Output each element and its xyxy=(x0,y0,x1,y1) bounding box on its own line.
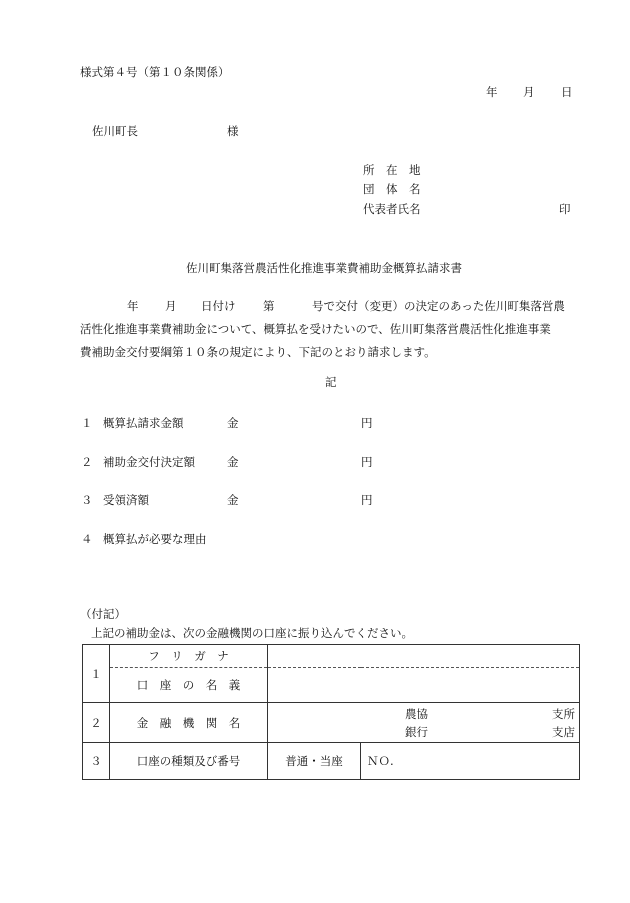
account-number-field[interactable]: ＮＯ. xyxy=(361,743,580,780)
body-line-2: 活性化推進事業費補助金について、概算払を受けたいので、佐川町集落営農活性化推進事業 xyxy=(80,322,551,336)
bank-name-label: 金 融 機 関 名 xyxy=(110,703,268,743)
note-heading: （付記） xyxy=(80,607,126,621)
furigana-field[interactable] xyxy=(268,645,580,668)
item-yen: 円 xyxy=(361,493,373,507)
applicant-address-label: 所 在 地 xyxy=(363,163,421,177)
date-day: 日 xyxy=(561,85,573,99)
body-dai: 第 xyxy=(263,299,275,313)
body-decision-text: 号で交付（変更）の決定のあった佐川町集落営農 xyxy=(312,299,565,313)
shiten-label: 支店 xyxy=(552,725,575,739)
table-row xyxy=(83,743,580,780)
item-label: 概算払が必要な理由 xyxy=(103,532,207,546)
table-row xyxy=(83,703,580,743)
nokyo-label: 農協 xyxy=(405,707,428,721)
bank-name-cell xyxy=(268,703,579,742)
row-number: ３ xyxy=(83,743,110,780)
row-number: １ xyxy=(83,645,110,703)
applicant-group-label: 団 体 名 xyxy=(363,182,421,196)
applicant-rep-label: 代表者氏名 xyxy=(363,202,421,216)
body-dated: 日付け xyxy=(201,299,236,313)
item-label: 補助金交付決定額 xyxy=(103,455,195,469)
item-yen: 円 xyxy=(361,455,373,469)
note-text: 上記の補助金は、次の金融機関の口座に振り込んでください。 xyxy=(91,626,413,640)
addressee-honorific: 様 xyxy=(227,124,239,138)
date-month: 月 xyxy=(523,85,535,99)
account-type-label: 口座の種類及び番号 xyxy=(110,743,268,780)
body-paragraph xyxy=(80,295,565,364)
item-kin: 金 xyxy=(227,455,239,469)
ki-heading: 記 xyxy=(325,375,337,389)
furigana-label: フ リ ガ ナ xyxy=(110,645,268,668)
seal-mark: 印 xyxy=(559,202,571,216)
body-line-1 xyxy=(80,295,565,318)
ginko-label: 銀行 xyxy=(405,725,428,739)
date-year: 年 xyxy=(486,85,498,99)
body-year: 年 xyxy=(127,299,139,313)
row-number: ２ xyxy=(83,703,110,743)
addressee-name: 佐川町長 xyxy=(92,124,138,138)
item-label: 受領済額 xyxy=(103,493,149,507)
item-yen: 円 xyxy=(361,416,373,430)
account-name-label: 口 座 の 名 義 xyxy=(110,668,268,703)
account-type-option[interactable]: 普通・当座 xyxy=(268,743,361,780)
item-kin: 金 xyxy=(227,493,239,507)
shisho-label: 支所 xyxy=(552,707,575,721)
body-month: 月 xyxy=(165,299,177,313)
item-number: ３ xyxy=(81,493,93,507)
item-number: ４ xyxy=(81,532,93,546)
item-label: 概算払請求金額 xyxy=(103,416,184,430)
document-title: 佐川町集落営農活性化推進事業費補助金概算払請求書 xyxy=(186,261,462,275)
form-number: 様式第４号（第１０条関係） xyxy=(80,65,230,79)
item-number: ２ xyxy=(81,455,93,469)
bank-account-table xyxy=(82,644,580,780)
table-row xyxy=(83,668,580,703)
account-name-field[interactable] xyxy=(268,668,580,703)
table-row xyxy=(83,645,580,668)
item-number: １ xyxy=(81,416,93,430)
bank-name-field[interactable] xyxy=(268,703,580,743)
item-kin: 金 xyxy=(227,416,239,430)
body-line-3: 費補助金交付要綱第１０条の規定により、下記のとおり請求します。 xyxy=(80,345,436,359)
